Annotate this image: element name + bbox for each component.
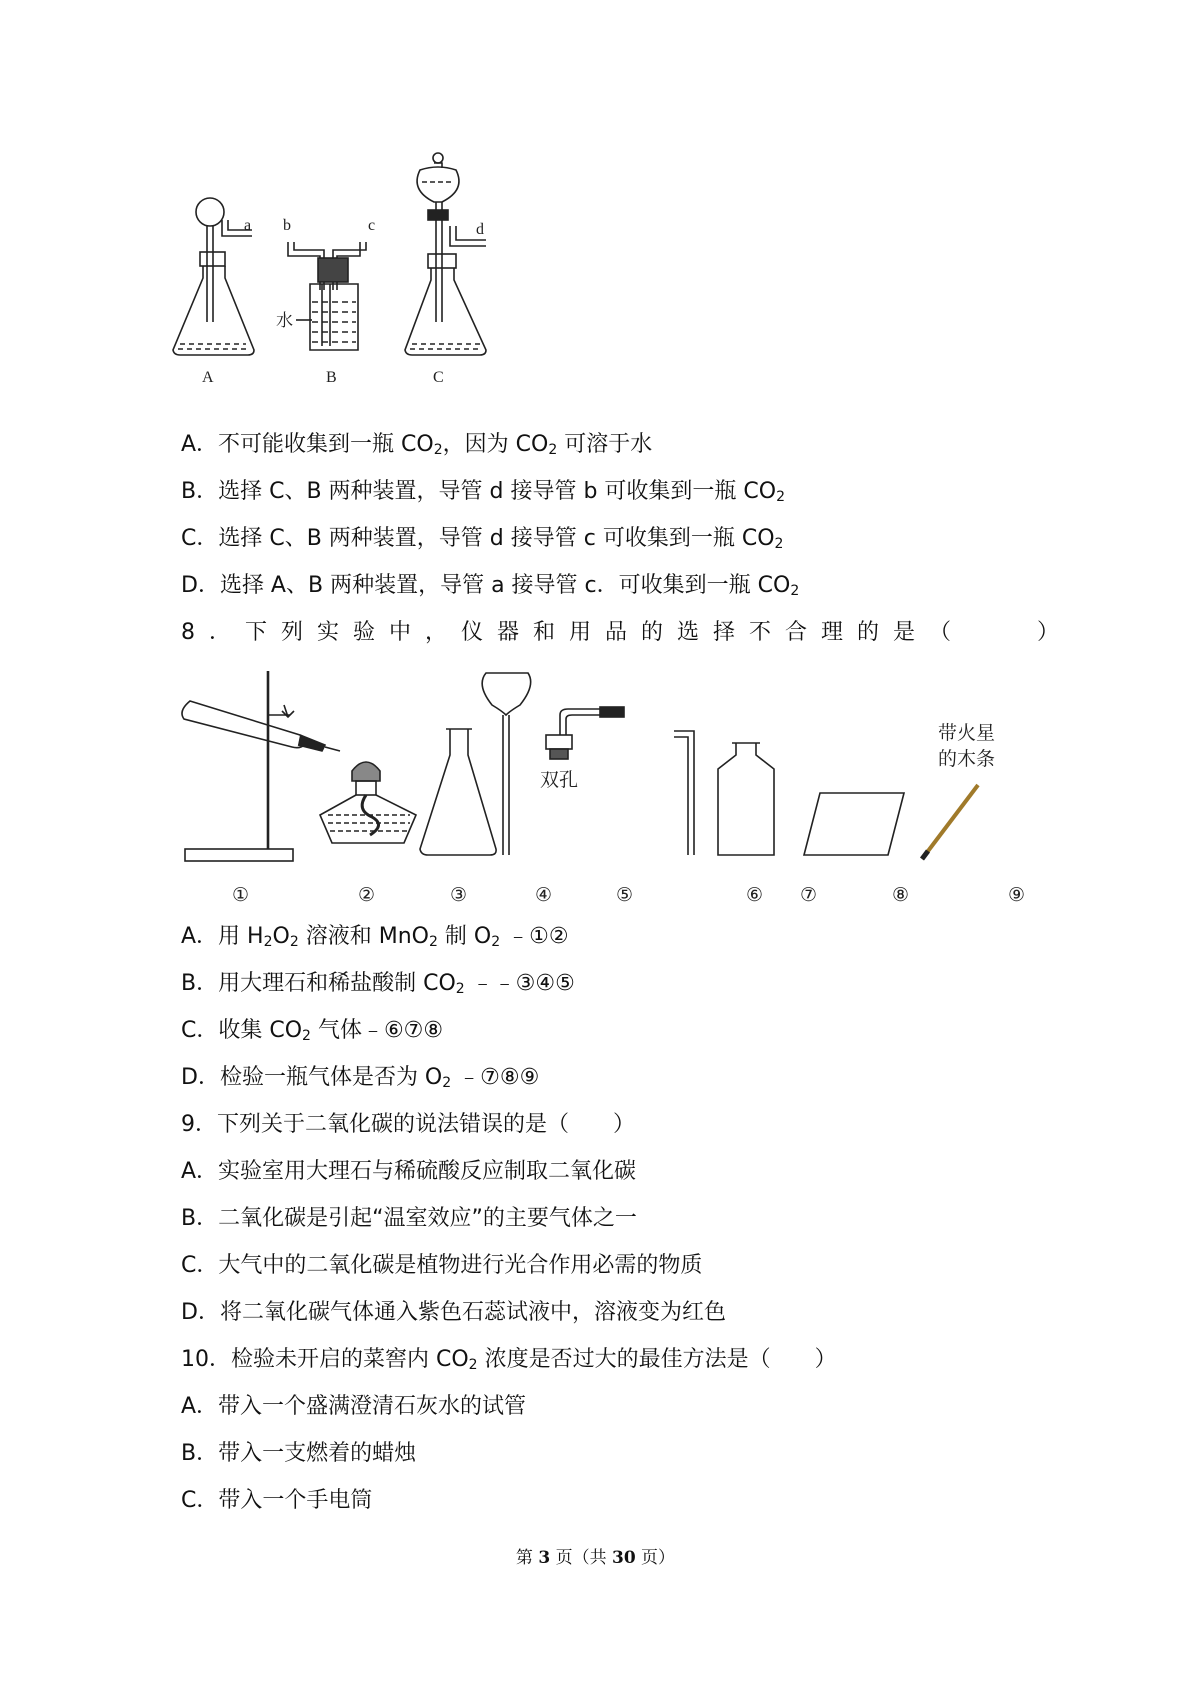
q9-option-a: A．实验室用大理石与稀硫酸反应制取二氧化碳 [181, 1159, 637, 1184]
instrument-number-7: ⑦ [800, 884, 818, 906]
q10-option-b: B．带入一支燃着的蜡烛 [181, 1441, 417, 1466]
q10-stem: 10．检验未开启的菜窖内 $CO_2$ 浓度是否过大的最佳方法是（ ） [181, 1347, 837, 1373]
q9-option-c: C．大气中的二氧化碳是植物进行光合作用必需的物质 [181, 1253, 703, 1278]
q7-option-d: D．选择 A、B 两种装置，导管 a 接导管 c．可收集到一瓶 $CO_2$ [181, 573, 800, 599]
iron-stand-with-test-tube [182, 671, 340, 861]
double-hole-stopper [546, 707, 624, 759]
instrument-number-9: ⑨ [1008, 884, 1026, 906]
double-hole-label: 双孔 [540, 769, 579, 791]
apparatus-figure-abc [170, 150, 570, 390]
page-number: 3 [538, 1548, 551, 1568]
splint-label-line2: 的木条 [938, 748, 996, 770]
q8-option-a: A．用 $H_2O_2$ 溶液和 MnO$_2$ 制 $O_2$ ﹣①② [181, 924, 569, 950]
label-A: A [202, 369, 214, 386]
label-b: b [283, 217, 291, 234]
q7-option-b: B．选择 C、B 两种装置，导管 d 接导管 b 可收集到一瓶 $CO_2$ [181, 479, 786, 505]
q7-option-c: C．选择 C、B 两种装置，导管 d 接导管 c 可收集到一瓶 $CO_2$ [181, 526, 784, 552]
q8-stem: 8．下列实验中，仪器和用品的选择不合理的是（ ） [181, 620, 1073, 645]
q9-option-d: D．将二氧化碳气体通入紫色石蕊试液中，溶液变为红色 [181, 1300, 726, 1325]
instrument-number-4: ④ [535, 884, 553, 906]
q8-option-d: D．检验一瓶气体是否为 $O_2$ ﹣⑦⑧⑨ [181, 1065, 540, 1091]
glass-tube [674, 731, 694, 855]
q8-option-b: B．用大理石和稀盐酸制 $CO_2$ ﹣﹣③④⑤ [181, 971, 575, 997]
label-c: c [368, 217, 376, 234]
instrument-number-3: ③ [450, 884, 468, 906]
instrument-number-6: ⑥ [746, 884, 764, 906]
alcohol-lamp [320, 762, 416, 843]
q10-option-c: C．带入一个手电筒 [181, 1488, 373, 1513]
label-a: a [244, 217, 252, 234]
glowing-wooden-splint [922, 785, 978, 859]
page-footer: 第 3 页（共 30 页） [515, 1548, 676, 1568]
label-B: B [326, 369, 337, 386]
label-C: C [433, 369, 444, 386]
instrument-number-1: ① [232, 884, 250, 906]
page-total: 30 [611, 1548, 636, 1568]
gas-collecting-bottle [718, 743, 774, 855]
q7-option-a: A．不可能收集到一瓶 $CO_2$，因为 $CO_2$ 可溶于水 [181, 432, 653, 458]
q9-stem: 9．下列关于二氧化碳的说法错误的是（ ） [181, 1112, 635, 1137]
instruments-figure [180, 665, 1100, 915]
conical-flask [420, 729, 496, 855]
q9-option-b: B．二氧化碳是引起“温室效应”的主要气体之一 [181, 1206, 637, 1231]
label-d: d [476, 221, 484, 238]
label-water: 水 [276, 311, 293, 331]
instrument-number-5: ⑤ [616, 884, 634, 906]
apparatus-b [288, 242, 366, 350]
q10-option-a: A．带入一个盛满澄清石灰水的试管 [181, 1394, 527, 1419]
instrument-number-8: ⑧ [892, 884, 910, 906]
instrument-number-2: ② [358, 884, 376, 906]
glass-plate [804, 793, 904, 855]
apparatus-c [405, 153, 486, 355]
splint-label-line1: 带火星 [938, 722, 996, 744]
apparatus-a [173, 198, 254, 355]
q8-option-c: C．收集 $CO_2$ 气体﹣⑥⑦⑧ [181, 1018, 444, 1044]
